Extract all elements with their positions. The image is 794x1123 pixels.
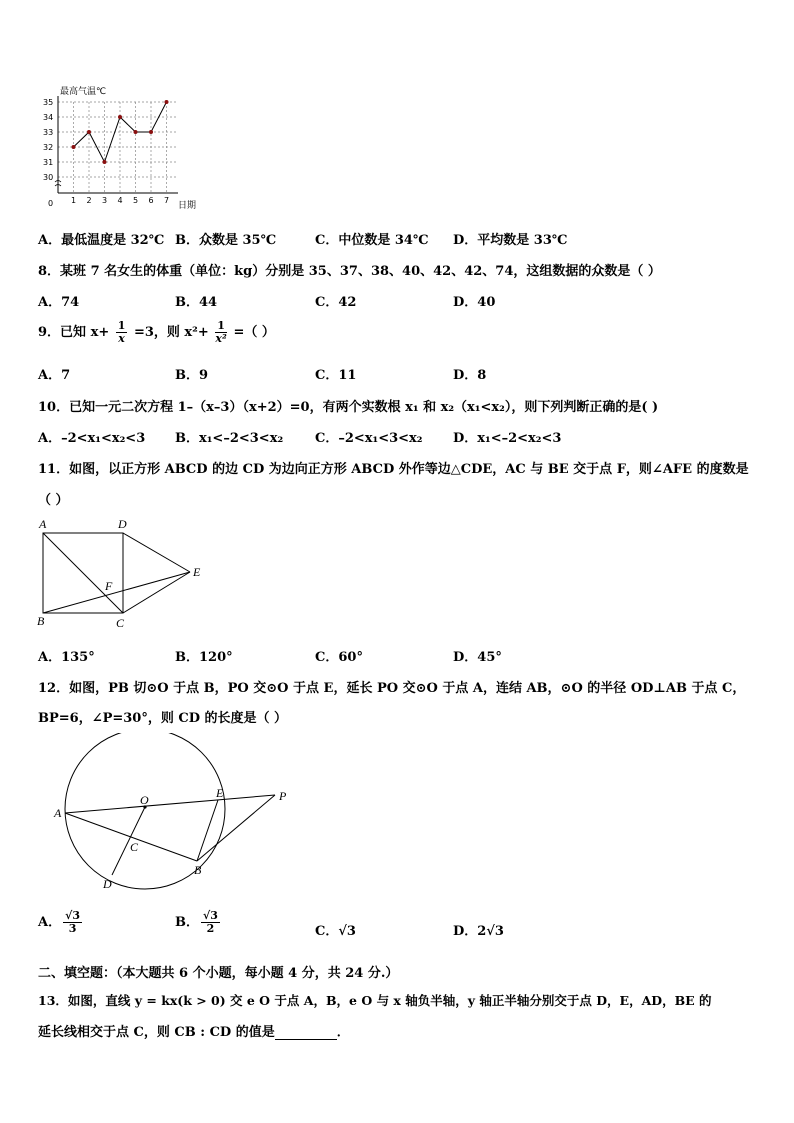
q10-option-a[interactable]: A．–2<x₁<x₂<3 [38, 431, 146, 446]
q9-fraction-2 [215, 320, 227, 345]
q11-option-b[interactable]: B．120° [175, 650, 233, 665]
x-tick-label: 3 [102, 196, 108, 205]
q9-fraction-1 [116, 320, 128, 345]
label-b: B [194, 863, 202, 877]
q8-option-c[interactable]: C．42 [315, 295, 357, 310]
q12-question-line2: BP=6，∠P=30°，则 CD 的长度是（ ） [38, 711, 288, 726]
label-c: C [116, 616, 125, 630]
q12-option-a-fraction [63, 910, 82, 935]
chart-y-ticks [43, 98, 53, 182]
q12-option-b-num: √3 [203, 909, 218, 922]
y-tick-label: 30 [43, 173, 54, 182]
label-e: E [193, 565, 201, 579]
q12-option-a-den: 3 [68, 922, 77, 935]
q9-option-c[interactable]: C．11 [315, 368, 357, 383]
q11-square-triangle-figure [30, 515, 210, 633]
q12-option-b[interactable] [175, 910, 222, 935]
q9-frac1-den: x [118, 332, 125, 345]
q12-option-a-num: √3 [65, 909, 80, 922]
q12-option-b-prefix: B． [175, 915, 199, 930]
q10-question: 10．已知一元二次方程 1–（x–3）（x+2）=0，有两个实数根 x₁ 和 x₂（x₁<x₂），则下列判断正确的是( ) [38, 400, 659, 415]
y-tick-label: 32 [43, 143, 54, 152]
x-tick-label: 4 [117, 196, 123, 205]
chart-x-ticks [71, 196, 169, 205]
data-point [149, 130, 153, 134]
q12-question-line1: 12．如图，PB 切⊙O 于点 B，PO 交⊙O 于点 E，延长 PO 交⊙O 于点 A，连结 AB，⊙O 的半径 OD⊥AB 于点 C， [38, 681, 746, 696]
x-tick-label: 7 [164, 196, 170, 205]
label-f: F [105, 579, 113, 593]
q11-option-a[interactable]: A．135° [38, 650, 95, 665]
q13-line2-end: ． [336, 1025, 350, 1040]
q11-question-line1: 11．如图，以正方形 ABCD 的边 CD 为边向正方形 ABCD 外作等边△CDE，AC 与 BE 交于点 F，则∠AFE 的度数是 [38, 462, 749, 477]
segment-od [112, 807, 145, 875]
x-tick-label: 6 [148, 196, 154, 205]
q9-frac2-den: x² [215, 332, 227, 345]
q9-frac1-num: 1 [117, 319, 126, 332]
q13-question-line2 [38, 1021, 350, 1040]
q9-mid: =3，则 x²+ [133, 325, 209, 340]
q8-option-b[interactable]: B．44 [175, 295, 218, 310]
q9-option-a[interactable]: A．7 [38, 368, 71, 383]
q9-suffix: =（ ） [233, 325, 275, 340]
x-tick-label: 1 [71, 196, 77, 205]
y-tick-label: 34 [43, 113, 54, 122]
q11-question-line2: （ ） [38, 493, 69, 508]
y-tick-label: 31 [43, 158, 54, 167]
q10-option-d[interactable]: D．x₁<–2<x₂<3 [453, 431, 562, 446]
q12-option-b-den: 2 [206, 922, 215, 935]
label-a: A [54, 806, 62, 820]
chart-xlabel: 日期 [178, 201, 197, 211]
q12-option-c[interactable] [315, 920, 356, 939]
q8-question: 8．某班 7 名女生的体重（单位：kg）分别是 35、37、38、40、42、42、74，这组数据的众数是（ ） [38, 264, 661, 279]
q13-answer-blank[interactable] [275, 1027, 337, 1040]
section-2-heading: 二、填空题：（本大题共 6 个小题，每小题 4 分，共 24 分.） [38, 966, 399, 981]
q7-option-d[interactable]: D．平均数是 33℃ [453, 233, 568, 248]
label-e: E [216, 786, 224, 800]
label-d: D [103, 877, 112, 891]
data-point [72, 145, 76, 149]
q9-frac2-num: 1 [217, 319, 225, 332]
x-tick-label: 5 [133, 196, 139, 205]
label-b: B [37, 614, 45, 628]
q13-question-line1: 13．如图，直线 y = kx(k > 0) 交 e O 于点 A，B，e O 与 x 轴负半轴，y 轴正半轴分别交于点 D，E，AD，BE 的 [38, 993, 712, 1008]
q8-option-d[interactable]: D．40 [453, 295, 496, 310]
q12-option-c-prefix: C． [315, 924, 339, 939]
q9-option-d[interactable]: D．8 [453, 368, 487, 383]
q12-option-a-prefix: A． [38, 915, 62, 930]
label-d: D [118, 517, 127, 531]
segment-de [123, 533, 190, 572]
q8-option-a[interactable]: A．74 [38, 295, 80, 310]
q12-option-d[interactable] [453, 920, 504, 939]
q10-option-c[interactable]: C．–2<x₁<3<x₂ [315, 431, 423, 446]
q12-option-c-value: √3 [338, 924, 356, 939]
y-tick-label: 33 [43, 128, 54, 137]
q10-option-b[interactable]: B．x₁<–2<3<x₂ [175, 431, 284, 446]
y-tick-label: 35 [43, 98, 54, 107]
q11-option-d[interactable]: D．45° [453, 650, 502, 665]
data-point [103, 160, 107, 164]
q12-option-d-prefix: D． [453, 924, 478, 939]
chart-ylabel: 最高气温℃ [60, 87, 107, 97]
q9-prefix: 9．已知 x+ [38, 325, 110, 340]
label-o: O [140, 793, 149, 807]
q7-option-a[interactable]: A．最低温度是 32℃ [38, 233, 165, 248]
segment-ac [43, 533, 123, 613]
label-c: C [130, 840, 139, 854]
q12-option-b-fraction [201, 910, 220, 935]
segment-ce [123, 572, 190, 613]
data-point [118, 115, 122, 119]
segment-ap [65, 795, 275, 813]
data-point [134, 130, 138, 134]
label-p: P [279, 789, 287, 803]
q9-option-b[interactable]: B．9 [175, 368, 209, 383]
label-a: A [39, 517, 47, 531]
q12-option-d-value: 2√3 [477, 924, 504, 939]
data-point [87, 130, 91, 134]
temperature-line-chart [40, 82, 210, 212]
q11-option-c[interactable]: C．60° [315, 650, 363, 665]
q9-question [38, 320, 275, 345]
q7-option-c[interactable]: C．中位数是 34℃ [315, 233, 429, 248]
q12-circle-tangent-figure [50, 733, 295, 893]
q13-line2-text: 延长线相交于点 C，则 CB : CD 的值是 [38, 1025, 275, 1040]
q12-option-a[interactable] [38, 910, 84, 935]
x-tick-label: 2 [86, 196, 92, 205]
q7-option-b[interactable]: B．众数是 35℃ [175, 233, 277, 248]
data-point [165, 100, 169, 104]
chart-origin-label: 0 [48, 199, 54, 208]
